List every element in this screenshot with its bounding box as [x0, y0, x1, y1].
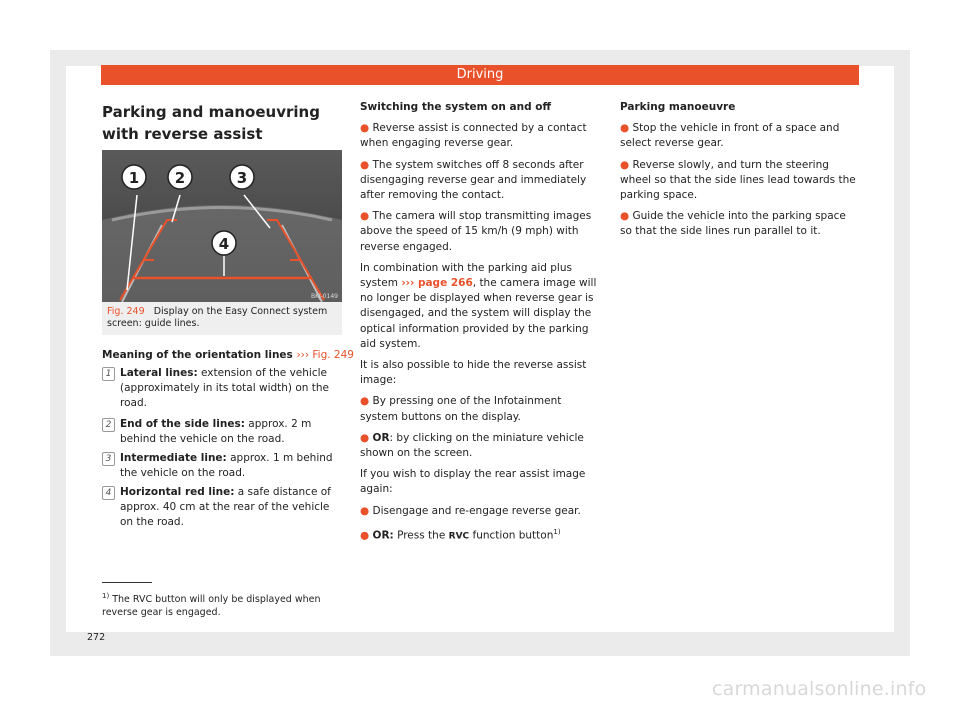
section-header: Driving	[101, 65, 859, 85]
bullet-item: ● Disengage and re-engage reverse gear.	[360, 504, 581, 517]
bullet-item: ● OR: Press the RVC function button$^{1)}$	[360, 527, 561, 542]
bullet-item: ● Reverse slowly, and turn the steering wheel so that the side lines lead towards the parking space.	[620, 158, 856, 202]
marker-3	[230, 165, 254, 189]
page-number: 272	[87, 632, 106, 643]
guide-lines-illustration	[102, 150, 342, 302]
footnote-rule	[102, 582, 152, 583]
rvc-button-label: RVC	[448, 531, 470, 542]
orientation-lines-heading: Meaning of the orientation lines ››› Fig. 249	[102, 349, 354, 361]
manoeuvre-column	[620, 100, 860, 246]
bullet-item: ● By pressing one of the Infotainment system buttons on the display.	[360, 395, 562, 423]
marker-1	[122, 165, 146, 189]
bullet-item: ● The system switches off 8 seconds after disengaging reverse gear and immediately after removing the contact.	[360, 158, 587, 202]
figure-link[interactable]: ››› Fig. 249	[296, 349, 354, 361]
bullet-item: ● The camera will stop transmitting images above the speed of 15 km/h (9 mph) with reverse engaged.	[360, 210, 592, 253]
bullet-item: ● Guide the vehicle into the parking space so that the side lines run parallel to it.	[620, 210, 846, 238]
svg-text:3: 3	[236, 169, 248, 187]
svg-text:2: 2	[174, 169, 186, 187]
manoeuvre-heading: Parking manoeuvre	[620, 101, 736, 113]
marker-4	[212, 231, 236, 255]
bullet-item: ● OR: by clicking on the miniature vehicle shown on the screen.	[360, 431, 584, 460]
footnote: $^{1)}$ The RVC button will only be displayed when reverse gear is engaged.	[102, 592, 321, 619]
parking-aid-paragraph: In combination with the parking aid plus system ››› page 266, the camera image will no longer be displayed when reverse gear is disengaged, and the system will display the optical information provided by the parking aid system.	[360, 261, 597, 350]
switching-heading: Switching the system on and off	[360, 101, 551, 113]
hide-intro: It is also possible to hide the reverse assist image:	[360, 359, 587, 387]
figure-code: BKJ-0149	[310, 293, 338, 300]
page-link[interactable]: ››› page 266	[401, 277, 473, 290]
marker-2	[168, 165, 192, 189]
watermark: carmanualsonline.info	[712, 678, 927, 700]
svg-text:4: 4	[218, 235, 230, 253]
switching-column	[360, 100, 600, 551]
svg-text:1: 1	[128, 169, 140, 187]
figure-caption: Fig. 249 Display on the Easy Connect system screen: guide lines.	[107, 306, 328, 329]
page-title: Parking and manoeuvring with reverse assist	[102, 103, 320, 143]
bullet-item: ● Reverse assist is connected by a contact when engaging reverse gear.	[360, 122, 587, 150]
bullet-item: ● Stop the vehicle in front of a space and select reverse gear.	[620, 122, 840, 150]
show-intro: If you wish to display the rear assist image again:	[360, 468, 586, 496]
